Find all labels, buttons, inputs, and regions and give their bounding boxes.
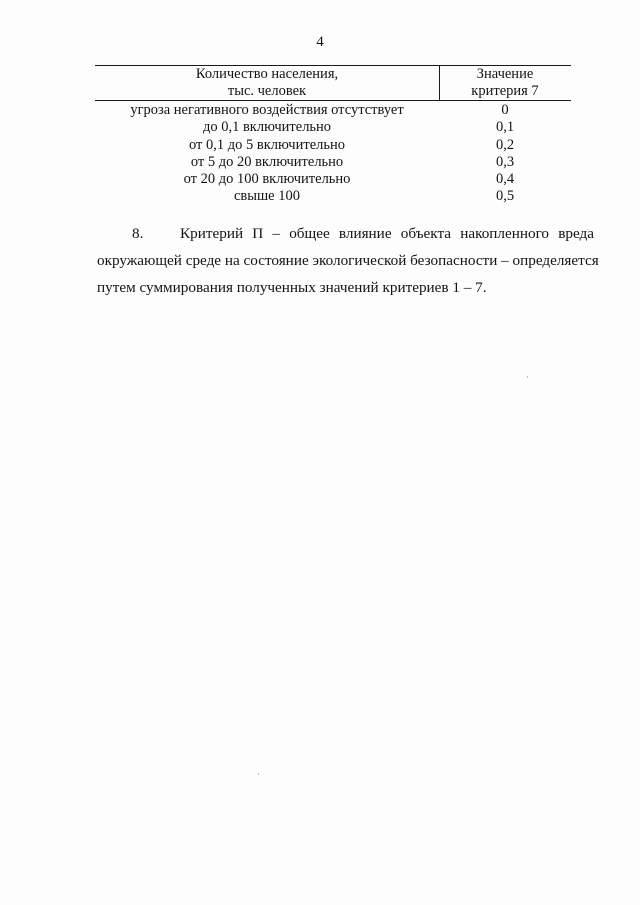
value-cell: 0,1 (495, 119, 515, 136)
table-row (95, 102, 571, 119)
population-cell: до 0,1 включительно (202, 119, 332, 136)
header-value (439, 66, 571, 100)
population-cell: от 0,1 до 5 включительно (189, 136, 345, 153)
table-row (95, 188, 571, 205)
population-cell: свыше 100 (233, 188, 300, 205)
table-body (95, 102, 571, 206)
table-row (95, 119, 571, 136)
paragraph-line-3: путем суммирования полученных значений критериев 1 – 7. (97, 279, 487, 296)
header-bottom-rule (95, 100, 571, 101)
header-value-line-2: критерия 7 (471, 83, 539, 99)
value-cell: 0,3 (495, 153, 515, 170)
table-row (95, 171, 571, 188)
population-cell: от 20 до 100 включительно (183, 171, 351, 188)
page-number: 4 (316, 34, 324, 50)
scan-speck (527, 376, 528, 378)
scan-speck (258, 773, 259, 775)
value-cell: 0,2 (495, 136, 515, 153)
paragraph-number: 8. (132, 225, 144, 242)
table-row (95, 154, 571, 171)
header-population (95, 66, 439, 100)
value-cell: 0,4 (495, 171, 515, 188)
header-population-line-1: Количество населения, (195, 66, 339, 82)
paragraph-8 (97, 220, 599, 301)
table-row (95, 137, 571, 154)
value-cell: 0,5 (495, 188, 515, 205)
header-value-line-1: Значение (476, 66, 534, 82)
value-cell: 0 (501, 102, 509, 118)
paragraph-line-1-text: Критерий П – общее влияние объекта накопленного вреда (180, 225, 594, 242)
header-population-line-2: тыс. человек (227, 83, 307, 99)
paragraph-line-2: окружающей среде на состояние экологической безопасности – определяется (97, 252, 599, 269)
population-cell: от 5 до 20 включительно (190, 153, 344, 170)
paragraph-line-1 (97, 220, 594, 247)
population-cell: угроза негативного воздействия отсутствует (130, 102, 404, 118)
